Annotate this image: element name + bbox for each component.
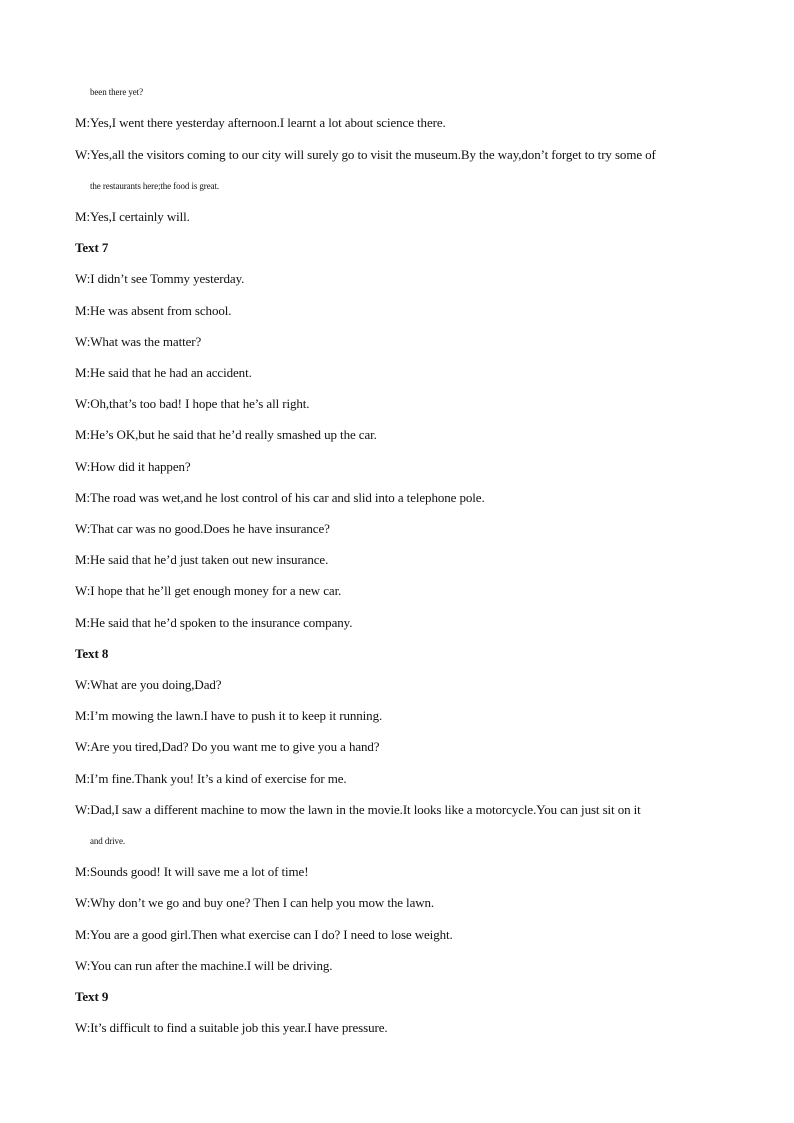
dialogue-line: W:Are you tired,Dad? Do you want me to give you a hand? [75,739,380,754]
dialogue-line: W:I didn’t see Tommy yesterday. [75,271,245,286]
dialogue-line: W:Yes,all the visitors coming to our city will surely go to visit the museum.By the way,don’t forget to try some of [75,147,656,162]
dialogue-line: W:I hope that he’ll get enough money for a new car. [75,583,342,598]
dialogue-line: W:How did it happen? [75,459,191,474]
dialogue-line: M:You are a good girl.Then what exercise can I do? I need to lose weight. [75,927,453,942]
section-heading: Text 7 [75,240,109,255]
dialogue-line: M:The road was wet,and he lost control of his car and slid into a telephone pole. [75,490,485,505]
dialogue-line: W:That car was no good.Does he have insurance? [75,521,330,536]
dialogue-line: M:He was absent from school. [75,303,232,318]
continuation-line: and drive. [90,836,125,846]
dialogue-line: W:What was the matter? [75,334,202,349]
dialogue-line: W:It’s difficult to find a suitable job this year.I have pressure. [75,1020,388,1035]
dialogue-line: M:He said that he’d spoken to the insurance company. [75,615,353,630]
dialogue-line: M:He’s OK,but he said that he’d really smashed up the car. [75,427,377,442]
dialogue-line: M:He said that he’d just taken out new insurance. [75,552,329,567]
dialogue-line: M:I’m mowing the lawn.I have to push it to keep it running. [75,708,383,723]
continuation-line: the restaurants here;the food is great. [90,181,220,191]
dialogue-line: W:What are you doing,Dad? [75,677,222,692]
dialogue-line: M:I’m fine.Thank you! It’s a kind of exercise for me. [75,771,347,786]
dialogue-line: W:You can run after the machine.I will be driving. [75,958,333,973]
dialogue-line: W:Oh,that’s too bad! I hope that he’s all right. [75,396,310,411]
dialogue-line: M:Yes,I went there yesterday afternoon.I learnt a lot about science there. [75,115,446,130]
section-heading: Text 9 [75,989,109,1004]
continuation-line: been there yet? [90,87,143,97]
dialogue-line: M:Yes,I certainly will. [75,209,190,224]
dialogue-line: W:Why don’t we go and buy one? Then I can help you mow the lawn. [75,895,435,910]
dialogue-line: M:He said that he had an accident. [75,365,252,380]
dialogue-line: M:Sounds good! It will save me a lot of time! [75,864,309,879]
dialogue-line: W:Dad,I saw a different machine to mow the lawn in the movie.It looks like a motorcycle.You can just sit on it [75,802,641,817]
section-heading: Text 8 [75,646,109,661]
